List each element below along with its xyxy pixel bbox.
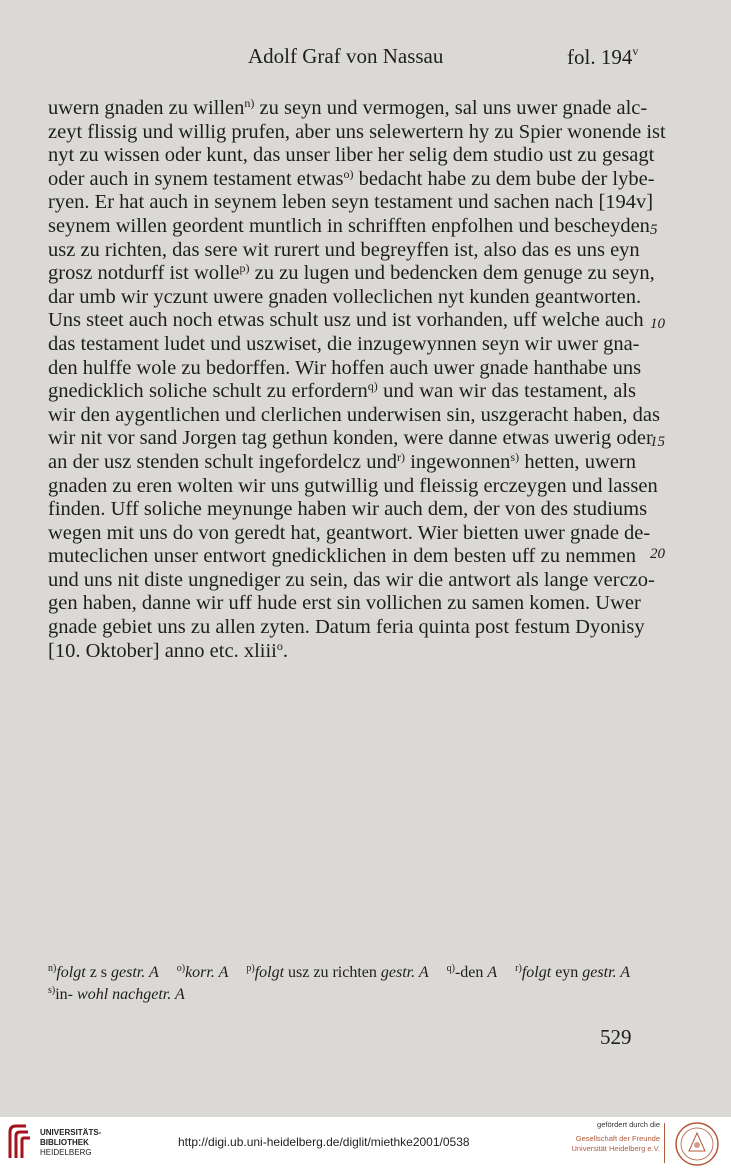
footnote-text: z s — [85, 964, 112, 981]
footnote-mark: p) — [246, 963, 255, 974]
footnote-mark: s) — [48, 985, 56, 996]
line-number-20: 20 — [650, 546, 665, 562]
line-text: gen haben, danne wir uff hude erst sin vollichen zu samen komen. Uwer — [48, 592, 641, 615]
footnote-text: eyn — [551, 964, 583, 981]
footnote-marker: p) — [239, 261, 250, 276]
text-line — [48, 427, 653, 451]
line-number-10: 10 — [650, 316, 665, 332]
folio-superscript: v — [632, 44, 639, 58]
line-number-5: 5 — [650, 222, 658, 238]
text-line — [48, 616, 645, 640]
line-text: zeyt flissig und willig prufen, aber uns selewertern hy zu Spier wonende ist — [48, 120, 666, 143]
line-text: seynem willen geordent muntlich in schrifften enpfolhen und bescheyden — [48, 214, 650, 237]
line-text: das testament ludet und uszwiset, die inzugewynnen seyn wir uwer gna- — [48, 332, 640, 355]
line-text: dar umb wir yczunt uwere gnaden volleclichen nyt kunden geantworten. — [48, 285, 642, 308]
text-line — [48, 96, 648, 121]
text-line — [48, 332, 640, 357]
line-text: gnedicklich soliche schult zu erfordern — [48, 380, 368, 403]
line-text: nyt zu wissen oder kunt, das unser liber her selig dem studio ust zu gesagt — [48, 144, 655, 167]
line-text: ingewonnen — [404, 450, 511, 473]
footnote-mark: q) — [446, 963, 455, 974]
footnote-italic: folgt — [254, 964, 285, 981]
line-text: gnade gebiet uns zu allen zyten. Datum feria quinta post festum Dyonisy — [48, 616, 645, 639]
footnote-italic: gestr. A — [582, 964, 631, 981]
footnote-marker: o) — [343, 166, 354, 181]
text-line — [48, 498, 648, 522]
footnote-marker: r) — [396, 449, 405, 464]
footer-divider — [664, 1123, 665, 1163]
folio-reference — [567, 44, 638, 70]
superscript-o: o — [276, 638, 283, 653]
line-number-15: 15 — [650, 434, 665, 450]
line-text: bedacht habe zu dem bube der lybe- — [353, 167, 655, 190]
line-text: . — [282, 639, 288, 662]
text-line — [48, 521, 651, 546]
line-text: muteclichen unser entwort gnedicklichen in dem besten uff zu nemmen — [48, 545, 636, 568]
library-name-line: UNIVERSITÄTS- — [40, 1128, 102, 1137]
line-text: wegen mit uns do von geredt hat, geantwort. Wier bietten uwer gnade de- — [48, 521, 651, 544]
line-text: [10. Oktober] anno etc. xliii — [48, 639, 277, 662]
running-header — [0, 44, 731, 72]
line-text: oder auch in synem testament etwas — [48, 167, 344, 190]
line-text: und wan wir das testament, als — [377, 380, 636, 403]
library-name-line: BIBLIOTHEK — [40, 1138, 89, 1147]
line-text: den hulffe wole zu bedorffen. Wir hoffen auch uwer gnade hanthabe uns — [48, 356, 642, 379]
text-line — [48, 545, 636, 569]
text-line — [48, 214, 650, 239]
page-number: 529 — [600, 1025, 632, 1049]
footnote-italic: gestr. A — [380, 964, 429, 981]
footnote-mark: n) — [48, 963, 57, 974]
line-text: ryen. Er hat auch in seynem leben seyn testament und sachen nach [194v] — [48, 191, 654, 214]
line-text: usz zu richten, das sere wit rurert und begreyffen ist, also das es uns eyn — [48, 238, 640, 261]
footnote-italic: folgt — [56, 964, 86, 981]
university-seal-icon — [674, 1121, 720, 1167]
footnote-italic: korr. A — [185, 964, 229, 981]
permalink-url[interactable]: http://digi.ub.uni-heidelberg.de/diglit/miethke2001/0538 — [178, 1135, 470, 1149]
line-text: grosz notdurff ist wolle — [48, 262, 240, 285]
line-text: wir nit vor sand Jorgen tag gethun konden, were danne etwas uwerig oder — [48, 427, 653, 450]
line-text: an der usz stenden schult ingefordelcz und — [48, 450, 397, 473]
sponsor-label: gefördert durch die — [597, 1120, 660, 1129]
text-line — [48, 166, 655, 192]
footnote-text: -den — [454, 964, 488, 981]
line-text: Uns steet auch noch etwas schult usz und ist vorhanden, uff welche auch — [48, 309, 644, 332]
footnote-text: usz zu richten — [284, 964, 381, 981]
text-line — [48, 568, 655, 593]
text-line — [48, 261, 655, 286]
line-text: und uns nit diste ungnediger zu sein, das wir die antwort als lange verczo- — [48, 568, 655, 591]
footnote-italic: wohl nachgetr. A — [77, 986, 185, 1003]
text-line — [48, 144, 655, 168]
footnote-line — [48, 984, 648, 1006]
footnote-marker: q) — [367, 379, 378, 394]
library-logo-icon — [6, 1124, 32, 1160]
sponsor-org: Gesellschaft der Freunde — [575, 1134, 660, 1143]
line-text: hetten, uwern — [519, 450, 636, 473]
running-title: Adolf Graf von Nassau — [248, 44, 444, 68]
line-text: zu zu lugen und bedencken dem genuge zu seyn, — [249, 262, 655, 285]
text-line — [48, 191, 654, 215]
text-line — [48, 238, 640, 263]
footnote-mark: r) — [515, 963, 522, 974]
text-line — [48, 592, 641, 616]
text-line — [48, 120, 666, 145]
text-line — [48, 474, 658, 499]
footnotes — [48, 962, 648, 1006]
text-line — [48, 356, 642, 381]
line-text: gnaden zu eren wolten wir uns gutwillig und fleissig erczeygen und lassen — [48, 474, 658, 497]
library-name-line: HEIDELBERG — [40, 1148, 92, 1157]
footnote-marker: s) — [510, 449, 520, 464]
text-line — [48, 285, 642, 310]
text-line — [48, 451, 636, 475]
line-text: wir den aygentlichen und clerlichen underwisen sin, uszgeracht haben, das — [48, 403, 660, 426]
text-line — [48, 380, 636, 404]
footnote-mark: o) — [176, 963, 186, 974]
library-name — [40, 1128, 101, 1158]
footnote-italic: A — [487, 964, 498, 981]
folio-text: fol. 194 — [567, 45, 633, 69]
footnote-text: in- — [55, 986, 78, 1003]
text-line — [48, 403, 660, 428]
footnote-marker: n) — [244, 96, 255, 110]
line-text: zu seyn und vermogen, sal uns uwer gnade alc- — [254, 97, 648, 119]
sponsor-org: Universität Heidelberg e.V. — [571, 1144, 660, 1153]
line-text: finden. Uff soliche meynunge haben wir auch dem, der von des studiums — [48, 498, 648, 521]
sponsor-credit — [560, 1120, 660, 1154]
line-text: uwern gnaden zu willen — [48, 97, 245, 119]
footnote-italic: folgt — [521, 964, 552, 981]
digitization-footer — [0, 1117, 731, 1169]
footnote-line — [48, 962, 648, 984]
text-line — [48, 640, 636, 664]
footnote-italic: gestr. A — [111, 964, 159, 981]
text-line — [48, 309, 644, 333]
